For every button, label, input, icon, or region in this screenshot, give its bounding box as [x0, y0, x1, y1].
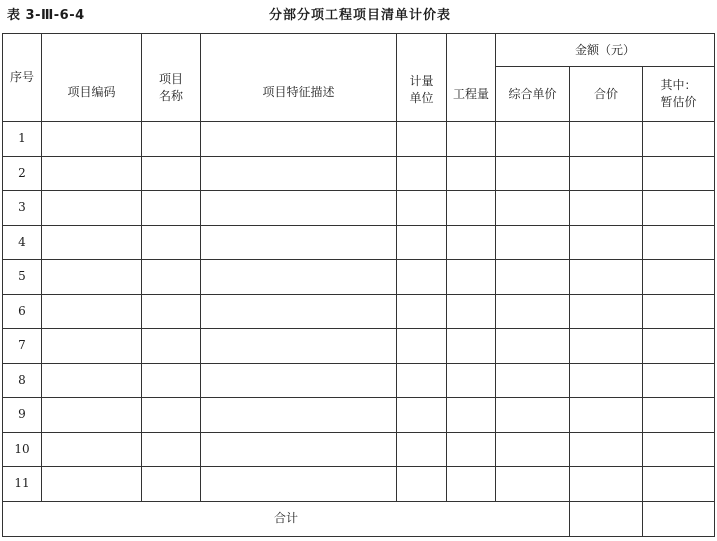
cell-unit	[397, 225, 447, 260]
cell-unit	[397, 260, 447, 295]
cell-feature-description	[201, 260, 397, 295]
cell-provisional-price	[643, 398, 715, 433]
row-serial: 3	[3, 191, 42, 226]
cell-quantity	[447, 329, 496, 364]
header-unit-line2: 单位	[409, 90, 434, 105]
cell-unit	[397, 467, 447, 502]
row-serial: 8	[3, 363, 42, 398]
cell-provisional-price	[643, 363, 715, 398]
cell-unit	[397, 398, 447, 433]
cell-feature-description	[201, 329, 397, 364]
table-row	[3, 294, 715, 329]
cell-provisional-price	[643, 467, 715, 502]
cell-unit-price	[496, 432, 570, 467]
bill-of-quantities-table	[2, 33, 715, 537]
cell-unit	[397, 363, 447, 398]
table-row	[3, 363, 715, 398]
cell-item-name	[142, 191, 201, 226]
cell-total-price	[570, 260, 643, 295]
table-row	[3, 432, 715, 467]
row-serial: 6	[3, 294, 42, 329]
cell-item-name	[142, 156, 201, 191]
cell-item-code	[42, 432, 142, 467]
cell-total-price	[570, 294, 643, 329]
cell-feature-description	[201, 363, 397, 398]
total-row	[3, 501, 715, 536]
cell-unit	[397, 294, 447, 329]
cell-total-price	[570, 432, 643, 467]
cell-total-price	[570, 156, 643, 191]
cell-item-code	[42, 191, 142, 226]
cell-provisional-price	[643, 191, 715, 226]
header-serial: 序号	[3, 34, 42, 122]
cell-quantity	[447, 363, 496, 398]
cell-unit-price	[496, 294, 570, 329]
cell-quantity	[447, 467, 496, 502]
cell-total-price	[570, 363, 643, 398]
cell-provisional-price	[643, 225, 715, 260]
cell-feature-description	[201, 432, 397, 467]
cell-total-price	[570, 122, 643, 157]
row-serial: 7	[3, 329, 42, 364]
cell-quantity	[447, 294, 496, 329]
cell-item-code	[42, 467, 142, 502]
cell-unit	[397, 156, 447, 191]
row-serial: 11	[3, 467, 42, 502]
cell-feature-description	[201, 156, 397, 191]
cell-unit	[397, 191, 447, 226]
cell-unit-price	[496, 260, 570, 295]
cell-item-code	[42, 260, 142, 295]
cell-feature-description	[201, 225, 397, 260]
cell-provisional-price	[643, 432, 715, 467]
cell-unit-price	[496, 398, 570, 433]
header-item-name-line2: 名称	[158, 88, 183, 103]
cell-quantity	[447, 191, 496, 226]
cell-item-code	[42, 294, 142, 329]
row-serial: 2	[3, 156, 42, 191]
cell-unit	[397, 122, 447, 157]
cell-item-name	[142, 260, 201, 295]
header-provisional-line1: 其中：	[660, 78, 697, 92]
cell-feature-description	[201, 398, 397, 433]
header-item-code: 项目编码	[42, 34, 142, 122]
cell-total-provisional	[643, 501, 715, 536]
table-row	[3, 191, 715, 226]
table-row	[3, 225, 715, 260]
cell-provisional-price	[643, 329, 715, 364]
table-row	[3, 329, 715, 364]
row-serial: 10	[3, 432, 42, 467]
cell-item-name	[142, 363, 201, 398]
header-provisional-line2: 暂估价	[660, 95, 697, 109]
cell-item-name	[142, 398, 201, 433]
table-number-label: 表 3-Ⅲ-6-4	[7, 8, 85, 23]
cell-total-price	[570, 225, 643, 260]
cell-unit-price	[496, 225, 570, 260]
cell-total-sum	[570, 501, 643, 536]
total-label: 合计	[3, 501, 570, 536]
header-quantity: 工程量	[447, 34, 496, 122]
cell-item-code	[42, 329, 142, 364]
row-serial: 5	[3, 260, 42, 295]
cell-total-price	[570, 191, 643, 226]
cell-total-price	[570, 329, 643, 364]
cell-unit-price	[496, 122, 570, 157]
cell-provisional-price	[643, 122, 715, 157]
cell-provisional-price	[643, 260, 715, 295]
cell-item-code	[42, 363, 142, 398]
cell-item-name	[142, 432, 201, 467]
table-row	[3, 156, 715, 191]
table-title: 分部分项工程项目清单计价表	[268, 8, 451, 23]
cell-feature-description	[201, 294, 397, 329]
cell-item-code	[42, 398, 142, 433]
header-total-price: 合价	[570, 67, 643, 122]
cell-unit-price	[496, 467, 570, 502]
cell-quantity	[447, 156, 496, 191]
cell-total-price	[570, 398, 643, 433]
header-provisional-price	[643, 67, 715, 122]
cell-feature-description	[201, 122, 397, 157]
cell-quantity	[447, 122, 496, 157]
table-row	[3, 260, 715, 295]
row-serial: 9	[3, 398, 42, 433]
cell-quantity	[447, 432, 496, 467]
cell-unit	[397, 432, 447, 467]
cell-quantity	[447, 398, 496, 433]
cell-provisional-price	[643, 294, 715, 329]
cell-provisional-price	[643, 156, 715, 191]
cell-item-name	[142, 467, 201, 502]
cell-quantity	[447, 225, 496, 260]
cell-feature-description	[201, 467, 397, 502]
cell-unit	[397, 329, 447, 364]
cell-item-name	[142, 329, 201, 364]
row-serial: 4	[3, 225, 42, 260]
table-row	[3, 398, 715, 433]
cell-unit-price	[496, 329, 570, 364]
row-serial: 1	[3, 122, 42, 157]
header-item-name-line1: 项目	[158, 71, 183, 86]
header-unit	[397, 34, 447, 122]
header-amount-group: 金额（元）	[496, 34, 715, 67]
header-item-name	[142, 34, 201, 122]
cell-item-name	[142, 294, 201, 329]
cell-unit-price	[496, 156, 570, 191]
cell-quantity	[447, 260, 496, 295]
cell-item-code	[42, 122, 142, 157]
cell-item-code	[42, 225, 142, 260]
cell-feature-description	[201, 191, 397, 226]
cell-item-code	[42, 156, 142, 191]
cell-unit-price	[496, 191, 570, 226]
cell-item-name	[142, 225, 201, 260]
cell-item-name	[142, 122, 201, 157]
cell-total-price	[570, 467, 643, 502]
cell-unit-price	[496, 363, 570, 398]
header-unit-line1: 计量	[409, 73, 434, 88]
table-row	[3, 467, 715, 502]
header-unit-price: 综合单价	[496, 67, 570, 122]
table-row	[3, 122, 715, 157]
header-row-1	[3, 34, 715, 67]
header-feature-description: 项目特征描述	[201, 34, 397, 122]
